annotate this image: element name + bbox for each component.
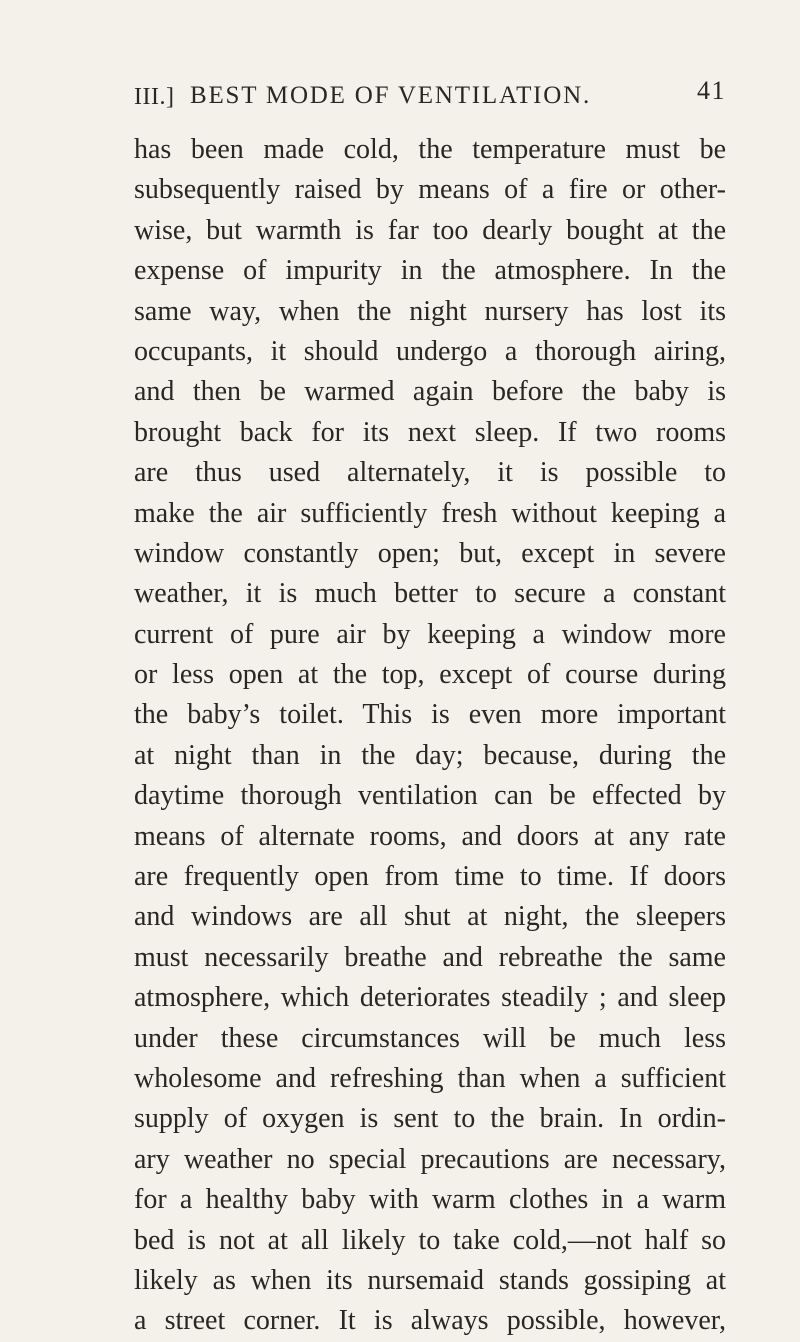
text-line: and then be warmed again before the baby is [134,376,726,408]
text-line: atmosphere, which deteriorates steadily ; and sleep [134,982,726,1014]
text-line: supply of oxygen is sent to the brain. In ordin- [134,1103,726,1135]
text-line: same way, when the night nursery has lost its [134,295,726,327]
text-line: a street corner. It is always possible, however, [134,1305,726,1337]
text-line: subsequently raised by means of a fire or other- [134,174,726,206]
text-line: wholesome and refreshing than when a sufficient [134,1062,726,1094]
text-line: under these circumstances will be much less [134,1022,726,1054]
text-line: occupants, it should undergo a thorough airing, [134,335,726,367]
text-line: ary weather no special precautions are necessary, [134,1143,726,1175]
text-line: are thus used alternately, it is possible to [134,457,726,489]
text-line: brought back for its next sleep. If two rooms [134,416,726,448]
text-line: likely as when its nursemaid stands gossiping at [134,1264,726,1296]
text-line: current of pure air by keeping a window more [134,618,726,650]
running-head [134,76,726,116]
text-line: and windows are all shut at night, the sleepers [134,901,726,933]
text-line: or less open at the top, except of course during [134,659,726,691]
text-line: the baby’s toilet. This is even more important [134,699,726,731]
section-number: III.] [134,84,175,110]
text-line: make the air sufficiently fresh without keeping a [134,497,726,529]
text-line: daytime thorough ventilation can be effected by [134,780,726,812]
text-line: at night than in the day; because, during the [134,739,726,771]
body-text [134,130,726,1342]
text-line: weather, it is much better to secure a constant [134,578,726,610]
text-line: must necessarily breathe and rebreathe the same [134,941,726,973]
text-line: for a healthy baby with warm clothes in a warm [134,1184,726,1216]
text-line: bed is not at all likely to take cold,—not half so [134,1224,726,1256]
text-line: are frequently open from time to time. If doors [134,861,726,893]
text-line: expense of impurity in the atmosphere. In the [134,255,726,287]
running-title: BEST MODE OF VENTILATION. [190,82,592,109]
text-line: means of alternate rooms, and doors at any rate [134,820,726,852]
page-number: 41 [697,76,726,105]
text-line: has been made cold, the temperature must be [134,134,726,165]
text-line: wise, but warmth is far too dearly bought at the [134,214,726,246]
text-line: window constantly open; but, except in severe [134,537,726,569]
